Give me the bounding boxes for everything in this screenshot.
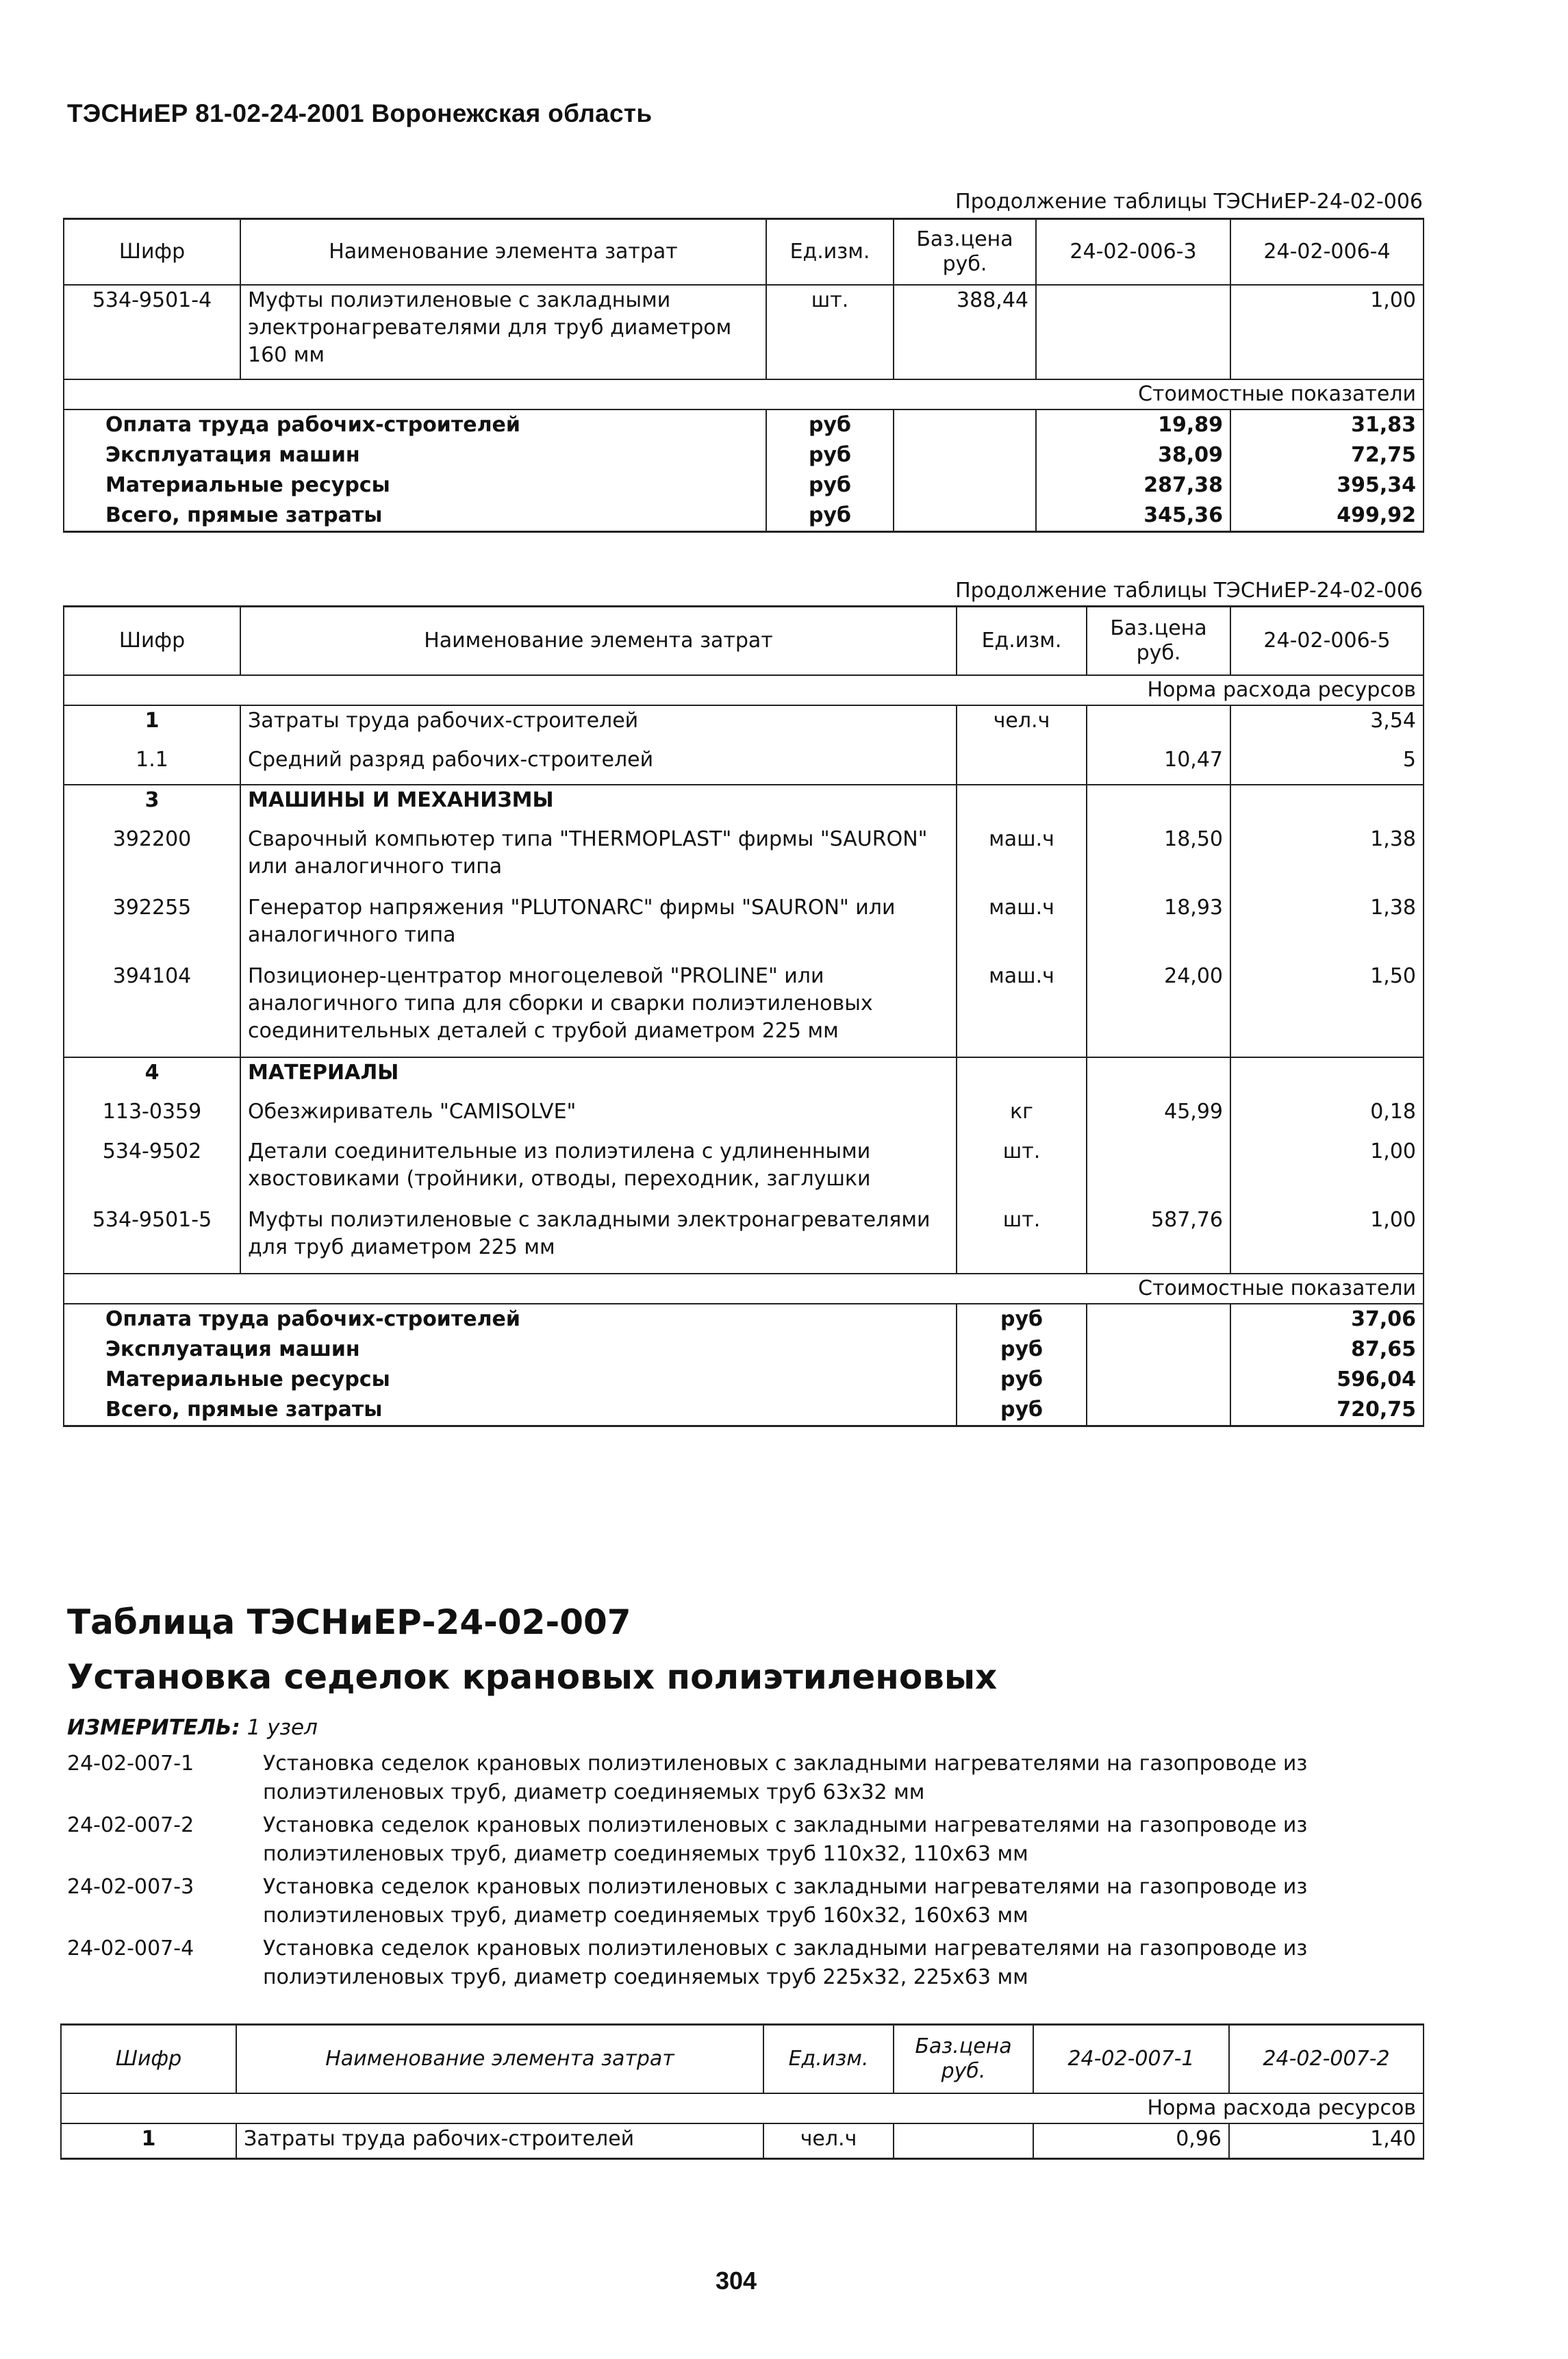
row-name: Затраты труда рабочих-строителей [240,705,957,745]
item-text: Установка седелок крановых полиэтиленовых с закладными нагревателями на газопроводе из полиэтиленовых труб, диаметр соединяемых труб 110х32, 110х63 мм [263,1813,1308,1866]
table2-continuation-label: Продолжение таблицы ТЭСНиЕР-24-02-006 [955,579,1423,603]
table2-norm-header-row [64,675,1424,705]
row-value: 1,38 [1230,824,1424,893]
item-code: 24-02-007-3 [67,1875,194,1899]
list-item [67,1811,1437,1873]
row-price: 45,99 [1087,1097,1230,1137]
row-price [1087,1137,1230,1205]
row-price: 587,76 [1087,1205,1230,1274]
cost-empty-cell [1087,1304,1230,1335]
section-subtitle: Установка седелок крановых полиэтиленовых [67,1657,998,1697]
row-value: 3,54 [1230,705,1424,745]
row-value: 5 [1230,745,1424,785]
row-code: 113-0359 [64,1097,240,1137]
row-unit: чел.ч [957,705,1087,745]
cost-section-label: Стоимостные показатели [64,379,1424,409]
cost-value-1: 345,36 [1036,501,1230,532]
row-value [1230,785,1424,824]
item-code: 24-02-007-4 [67,1937,194,1960]
measure-value: 1 узел [246,1715,318,1740]
row-name: Средний разряд рабочих-строителей [240,745,957,785]
measure-line [67,1715,318,1740]
page-number: 304 [716,2267,757,2295]
norm-section-label: Норма расхода ресурсов [64,675,1424,705]
row-price [1087,705,1230,745]
row-price: 18,93 [1087,893,1230,961]
table-row [61,2123,1424,2159]
cost-row [64,501,1424,532]
row-value: 1,38 [1230,893,1424,961]
row-code: 1 [61,2123,236,2159]
row-name: Сварочный компьютер типа "THERMOPLAST" фирмы "SAURON" или аналогичного типа [240,824,957,893]
table1-continuation-label: Продолжение таблицы ТЭСНиЕР-24-02-006 [955,190,1423,214]
row-unit [957,745,1087,785]
row-value: 1,00 [1230,1137,1424,1205]
cost-label: Оплата труда рабочих-строителей [64,409,766,440]
cost-label: Оплата труда рабочих-строителей [64,1304,957,1335]
page-header-title: ТЭСНиЕР 81-02-24-2001 Воронежская область [67,99,653,127]
cost-row [64,1365,1424,1395]
header-unit: Ед.изм. [766,219,894,285]
table-row [64,1205,1424,1274]
measure-label: ИЗМЕРИТЕЛЬ: [67,1715,240,1740]
row-price [894,2123,1033,2159]
row-code: 1 [64,705,240,745]
cost-value: 37,06 [1230,1304,1424,1335]
norm-section-label: Норма расхода ресурсов [61,2093,1424,2123]
row-value-2: 1,40 [1229,2123,1424,2159]
header-col-2: 24-02-006-4 [1230,219,1424,285]
table-row [64,705,1424,745]
cost-empty-cell [1087,1395,1230,1426]
table1-header-row [64,219,1424,285]
row-price [1087,785,1230,824]
cost-value: 596,04 [1230,1365,1424,1395]
item-text: Установка седелок крановых полиэтиленовых с закладными нагревателями на газопроводе из полиэтиленовых труб, диаметр соединяемых труб 160х32, 160х63 мм [263,1875,1308,1928]
cost-value-2: 499,92 [1230,501,1424,532]
cost-empty-cell [894,501,1036,532]
table3-norm-header-row [61,2093,1424,2123]
row-value: 0,18 [1230,1097,1424,1137]
header-price: Баз.цена руб. [1087,607,1230,675]
cost-label: Всего, прямые затраты [64,1395,957,1426]
cost-row [64,440,1424,470]
cost-unit: руб [957,1335,1087,1365]
header-price: Баз.цена руб. [894,2025,1033,2093]
header-code: Шифр [64,607,240,675]
row-unit: шт. [957,1205,1087,1274]
cost-row [64,470,1424,501]
row-value-2: 1,00 [1230,285,1424,379]
row-code: 394104 [64,961,240,1057]
item-code: 24-02-007-1 [67,1752,194,1776]
row-unit: шт. [957,1137,1087,1205]
row-name: МАТЕРИАЛЫ [240,1057,957,1097]
row-price [1087,1057,1230,1097]
cost-label: Материальные ресурсы [64,1365,957,1395]
table2 [63,605,1424,1427]
row-name: Муфты полиэтиленовые с закладными электронагревателями для труб диаметром 160 мм [240,285,766,379]
row-unit [957,785,1087,824]
table-row [64,1097,1424,1137]
row-unit: маш.ч [957,961,1087,1057]
cost-unit: руб [957,1395,1087,1426]
cost-row [64,1304,1424,1335]
row-unit [957,1057,1087,1097]
cost-unit: руб [957,1304,1087,1335]
row-name: Обезжириватель "CAMISOLVE" [240,1097,957,1137]
cost-empty-cell [1087,1365,1230,1395]
row-code: 1.1 [64,745,240,785]
table-row [64,961,1424,1057]
cost-label: Эксплуатация машин [64,440,766,470]
list-item [67,1873,1437,1934]
row-name: Позиционер-центратор многоцелевой "PROLINE" или аналогичного типа для сборки и сварки полиэтиленовых соединительных деталей с трубой диаметром 225 мм [240,961,957,1057]
cost-section-label: Стоимостные показатели [64,1274,1424,1304]
item-text: Установка седелок крановых полиэтиленовых с закладными нагревателями на газопроводе из полиэтиленовых труб, диаметр соединяемых труб 225х32, 225х63 мм [263,1937,1308,1989]
row-value: 1,00 [1230,1205,1424,1274]
row-name: МАШИНЫ И МЕХАНИЗМЫ [240,785,957,824]
row-name: Муфты полиэтиленовые с закладными электронагревателями для труб диаметром 225 мм [240,1205,957,1274]
header-name: Наименование элемента затрат [236,2025,763,2093]
row-name: Затраты труда рабочих-строителей [236,2123,763,2159]
cost-unit: руб [766,440,894,470]
header-unit: Ед.изм. [957,607,1087,675]
header-code: Шифр [61,2025,236,2093]
header-price: Баз.цена руб. [894,219,1036,285]
cost-label: Эксплуатация машин [64,1335,957,1365]
cost-empty-cell [1087,1335,1230,1365]
cost-value-1: 19,89 [1036,409,1230,440]
row-price: 24,00 [1087,961,1230,1057]
cost-value-2: 31,83 [1230,409,1424,440]
row-value [1230,1057,1424,1097]
header-name: Наименование элемента затрат [240,607,957,675]
table1 [63,218,1424,533]
cost-value-1: 287,38 [1036,470,1230,501]
row-code: 534-9502 [64,1137,240,1205]
row-code: 3 [64,785,240,824]
cost-value-2: 72,75 [1230,440,1424,470]
header-col-1: 24-02-006-3 [1036,219,1230,285]
row-name: Генератор напряжения "PLUTONARC" фирмы "SAURON" или аналогичного типа [240,893,957,961]
row-price: 10,47 [1087,745,1230,785]
header-unit: Ед.изм. [763,2025,894,2093]
cost-value: 720,75 [1230,1395,1424,1426]
header-name: Наименование элемента затрат [240,219,766,285]
row-value-1 [1036,285,1230,379]
cost-value-2: 395,34 [1230,470,1424,501]
item-text: Установка седелок крановых полиэтиленовых с закладными нагревателями на газопроводе из полиэтиленовых труб, диаметр соединяемых труб 63х32 мм [263,1752,1308,1804]
row-value-1: 0,96 [1033,2123,1229,2159]
row-value: 1,50 [1230,961,1424,1057]
row-unit: маш.ч [957,824,1087,893]
cost-row [64,409,1424,440]
header-col-1: 24-02-007-1 [1033,2025,1229,2093]
row-code: 534-9501-5 [64,1205,240,1274]
row-code: 392255 [64,893,240,961]
cost-empty-cell [894,409,1036,440]
row-price: 388,44 [894,285,1036,379]
table2-header-row [64,607,1424,675]
header-col-2: 24-02-007-2 [1229,2025,1424,2093]
cost-unit: руб [957,1365,1087,1395]
row-code: 534-9501-4 [64,285,240,379]
table3 [60,2023,1424,2160]
row-code: 392200 [64,824,240,893]
table-row [64,285,1424,379]
cost-label: Всего, прямые затраты [64,501,766,532]
row-unit: шт. [766,285,894,379]
row-unit: чел.ч [763,2123,894,2159]
cost-empty-cell [894,440,1036,470]
header-code: Шифр [64,219,240,285]
cost-value: 87,65 [1230,1335,1424,1365]
cost-unit: руб [766,470,894,501]
cost-unit: руб [766,409,894,440]
cost-empty-cell [894,470,1036,501]
list-item [67,1934,1437,1996]
table-row [64,745,1424,785]
table-row [64,824,1424,893]
table-row [64,1137,1424,1205]
header-col-1: 24-02-006-5 [1230,607,1424,675]
table2-cost-header-row [64,1274,1424,1304]
table-title: Таблица ТЭСНиЕР-24-02-007 [67,1602,631,1642]
section-row [64,785,1424,824]
table3-header-row [61,2025,1424,2093]
cost-label: Материальные ресурсы [64,470,766,501]
list-item [67,1750,1437,1811]
row-name: Детали соединительные из полиэтилена с удлиненными хвостовиками (тройники, отводы, переходник, заглушки [240,1137,957,1205]
row-unit: кг [957,1097,1087,1137]
row-price: 18,50 [1087,824,1230,893]
cost-row [64,1395,1424,1426]
item-code: 24-02-007-2 [67,1813,194,1837]
section-row [64,1057,1424,1097]
cost-value-1: 38,09 [1036,440,1230,470]
table-row [64,893,1424,961]
cost-row [64,1335,1424,1365]
row-code: 4 [64,1057,240,1097]
row-unit: маш.ч [957,893,1087,961]
table1-cost-header-row [64,379,1424,409]
cost-unit: руб [766,501,894,532]
